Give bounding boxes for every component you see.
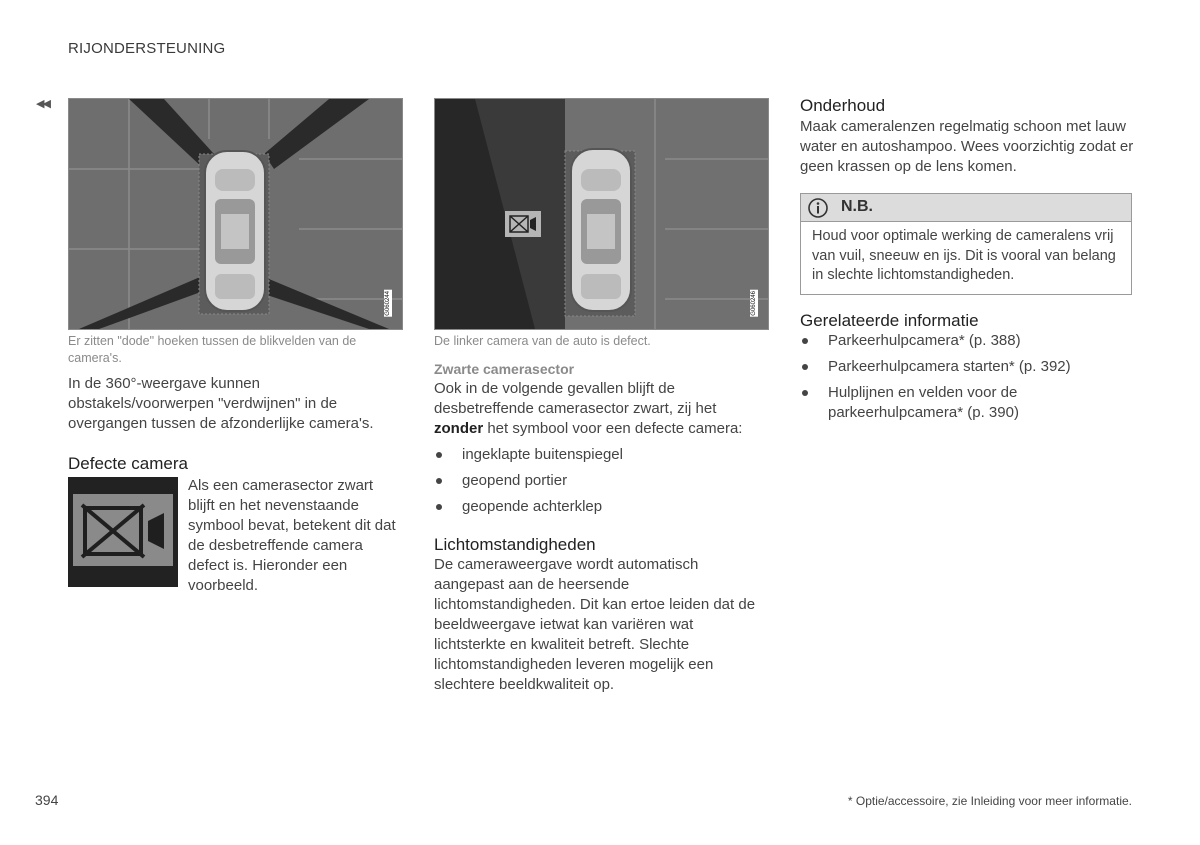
figure-id: G060246: [751, 291, 757, 316]
list-item: geopende achterklep: [434, 497, 754, 517]
black-sector-subheading: Zwarte camerasector: [434, 361, 575, 377]
top-view-car-left-camera-defect-image: [435, 99, 768, 329]
figure-caption: De linker camera van de auto is defect.: [434, 334, 651, 348]
defect-camera-text: Als een camerasector zwart blijft en het nevenstaande symbool bevat, betekent dit dat de desbetreffende camera defect is. Hieronder een voorbeeld.: [188, 477, 396, 594]
related-link[interactable]: Parkeerhulpcamera* (p. 388): [800, 331, 1130, 351]
related-link[interactable]: Hulplijnen en velden voor de parkeerhulpcamera* (p. 390): [800, 383, 1130, 423]
related-link[interactable]: Parkeerhulpcamera starten* (p. 392): [800, 357, 1130, 377]
figure-left-camera-defect: [434, 98, 769, 330]
info-icon: [807, 197, 829, 219]
intro-paragraph: In de 360°-weergave kunnen obstakels/voorwerpen "verdwijnen" in de overgangen tussen de afzonderlijke camera's.: [68, 375, 374, 432]
note-box: [800, 193, 1132, 295]
figure-360-view: [68, 98, 403, 330]
black-sector-text: [434, 379, 756, 439]
related-info-list: [800, 331, 1130, 423]
related-info-heading: Gerelateerde informatie: [800, 311, 979, 330]
list-item: ingeklapte buitenspiegel: [434, 445, 754, 465]
text-part: Ook in de volgende gevallen blijft de desbetreffende camerasector zwart, zij het: [434, 380, 717, 417]
figure-id: G060244: [385, 291, 391, 316]
maintenance-text: Maak cameralenzen regelmatig schoon met lauw water en autoshampoo. Wees voorzichtig zodat er geen krassen op de lens komen.: [800, 118, 1134, 175]
figure-caption: Er zitten "dode" hoeken tussen de blikvelden van de camera's.: [68, 334, 357, 365]
list-item: geopend portier: [434, 471, 754, 491]
note-text: Houd voor optimale werking de cameralens vrij van vuil, sneeuw en ijs. Dit is vooral van belang in slechte lichtomstandigheden.: [812, 228, 1116, 283]
note-header: [801, 194, 1131, 222]
top-view-car-360-camera-image: [69, 99, 402, 329]
black-sector-bullets: [434, 445, 754, 517]
defect-camera-heading: Defecte camera: [68, 454, 188, 473]
maintenance-heading: Onderhoud: [800, 96, 886, 115]
double-left-arrow-icon[interactable]: ◀◀: [36, 98, 49, 110]
text-part: het symbool voor een defecte camera:: [483, 420, 743, 437]
light-conditions-heading: Lichtomstandigheden: [434, 535, 596, 554]
footnote: * Optie/accessoire, zie Inleiding voor meer informatie.: [847, 794, 1132, 808]
light-conditions-text: De cameraweergave wordt automatisch aangepast aan de heersende lichtomstandigheden. Dit kan ertoe leiden dat de beeldweergave ietwat kan variëren wat lichtsterkte en kwaliteit betreft. Slechte lichtomstandigheden leveren mogelijk een slechtere beeldkwaliteit op.: [434, 556, 756, 693]
note-title: N.B.: [841, 198, 873, 215]
defective-camera-icon: [68, 477, 178, 587]
page-number: 394: [35, 792, 59, 808]
bold-text: zonder: [434, 420, 484, 437]
section-title: RIJONDERSTEUNING: [68, 40, 226, 57]
